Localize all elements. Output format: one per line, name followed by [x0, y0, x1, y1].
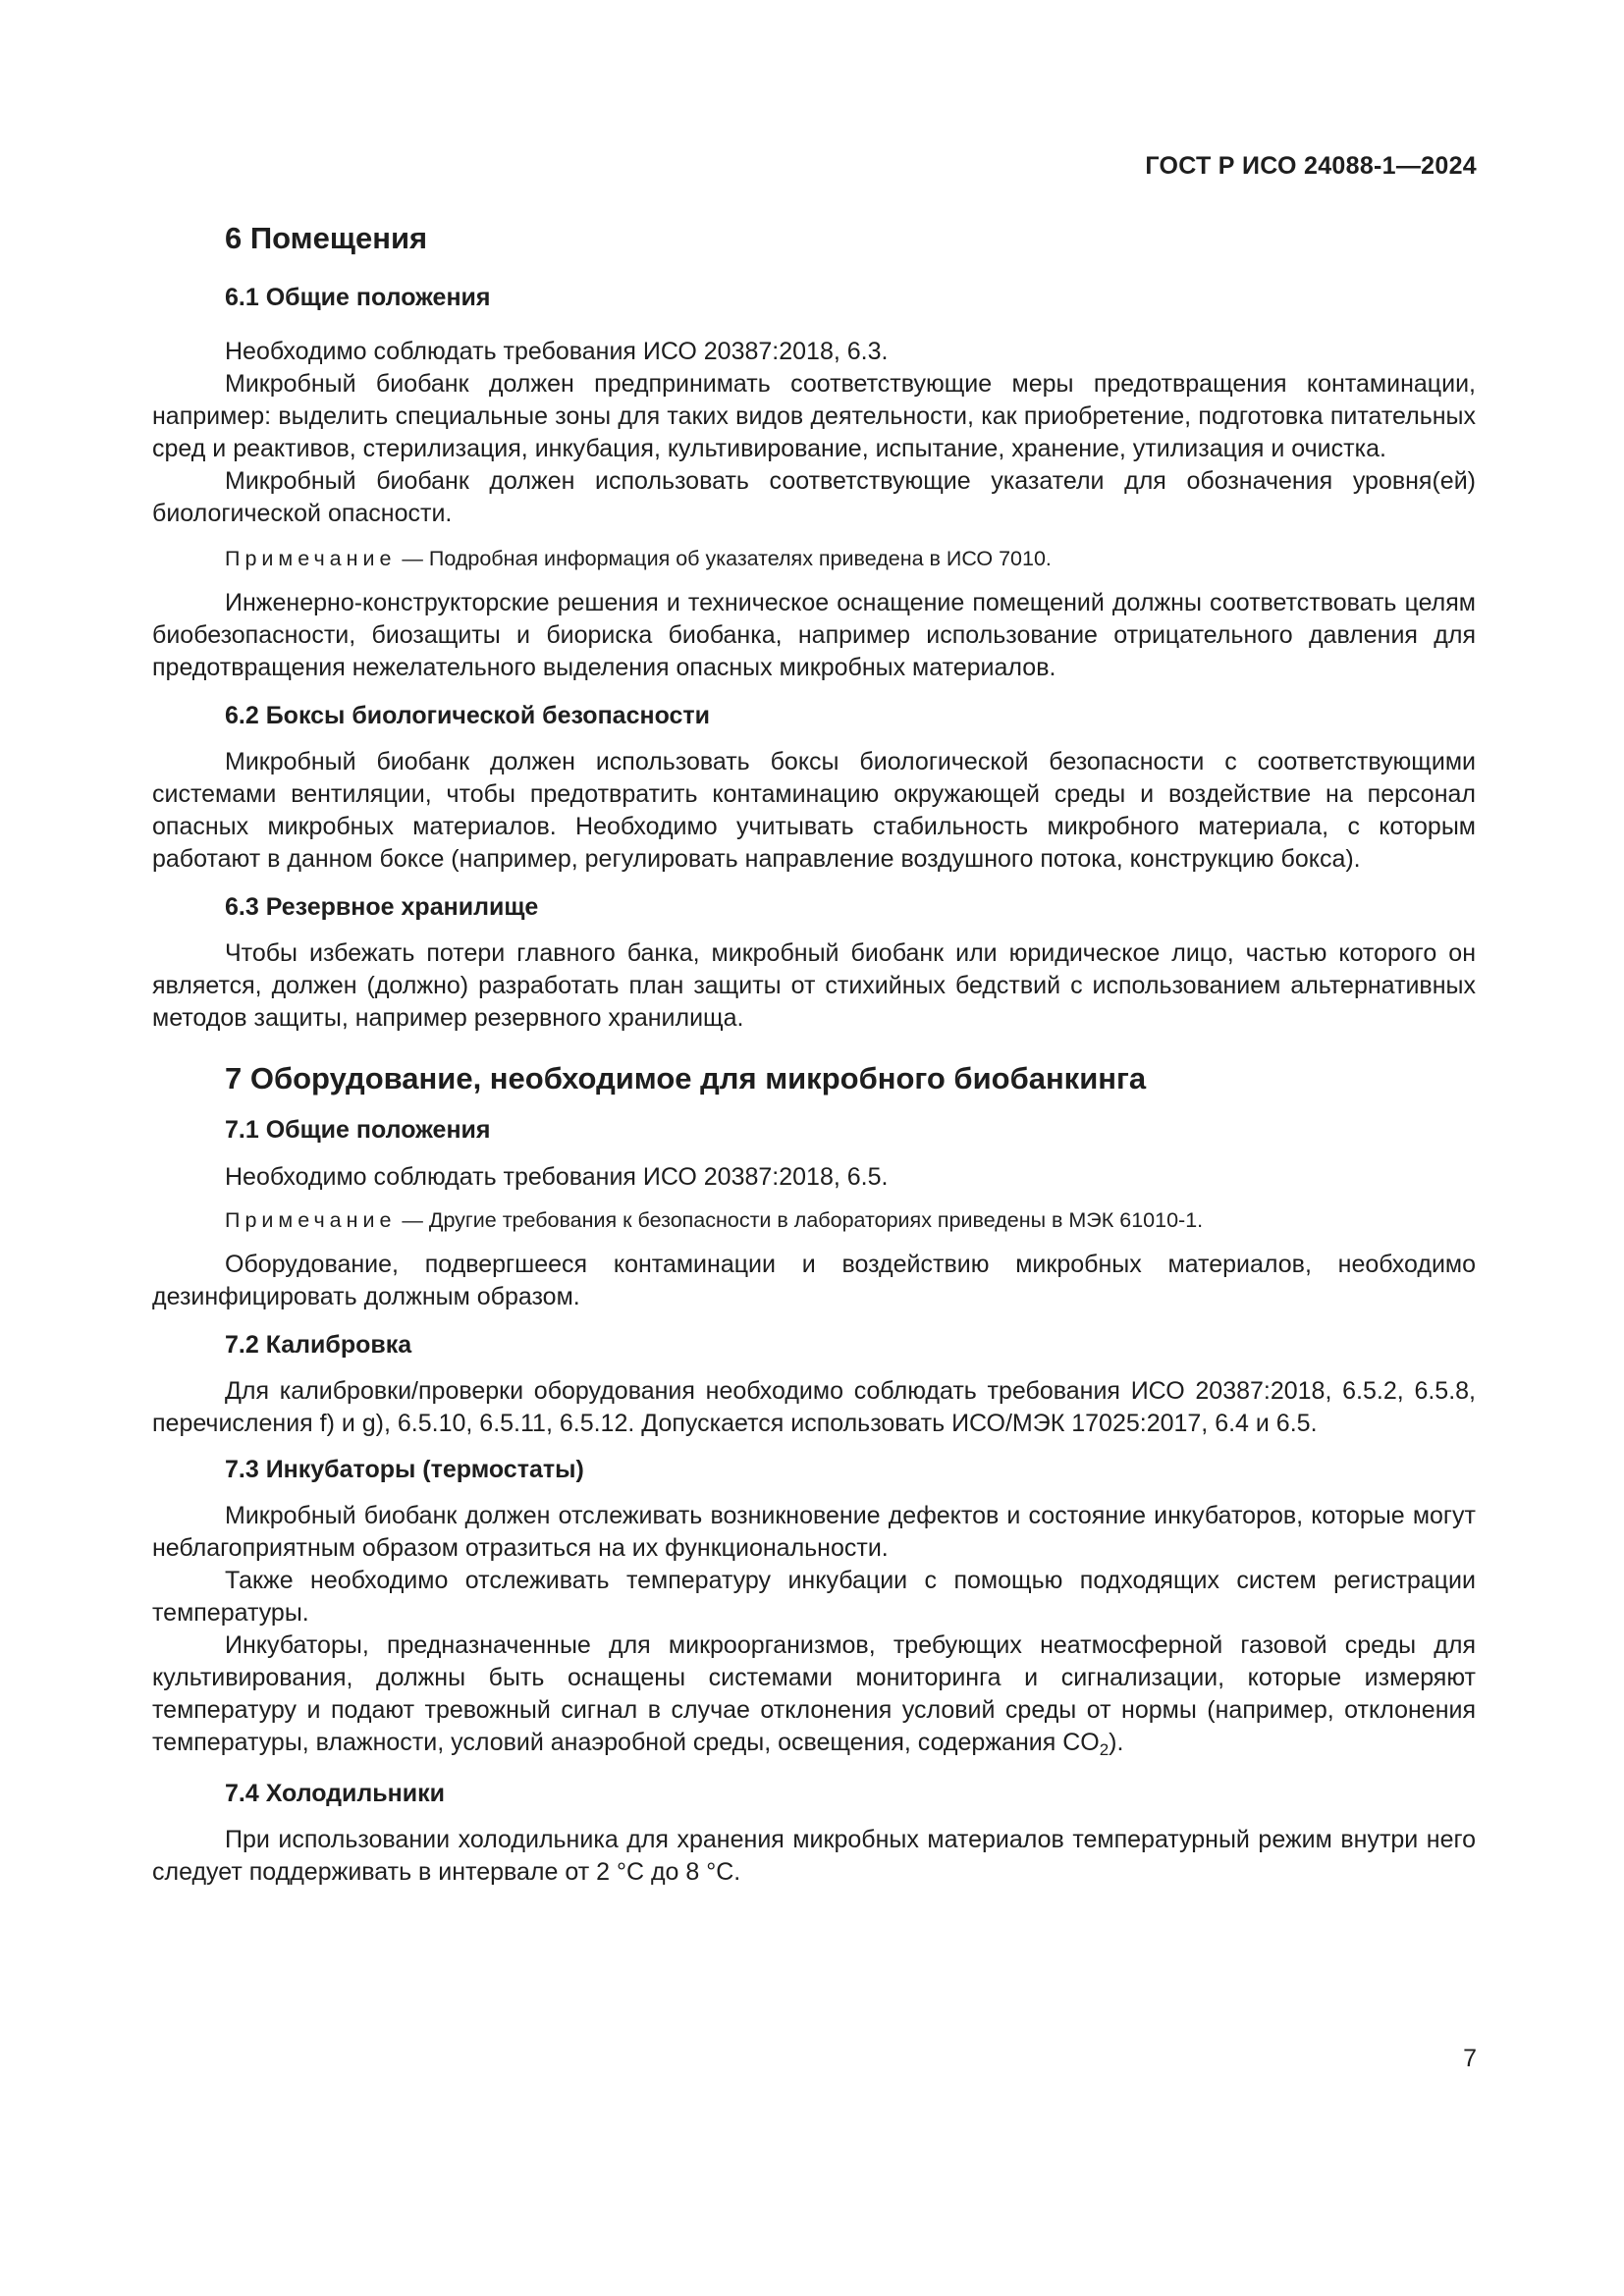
note-label: Примечание: [225, 547, 397, 570]
note-label: Примечание: [225, 1208, 397, 1232]
section-7-title: 7 Оборудование, необходимое для микробного биобанкинга: [225, 1061, 1147, 1095]
section-6-1-title: 6.1 Общие положения: [225, 284, 491, 311]
section-6-1-paragraph: Микробный биобанк должен использовать соответствующие указатели для обозначения уровня(ей) биологической опасности.: [152, 467, 1476, 527]
section-6-1-paragraph: Необходимо соблюдать требования ИСО 20387:2018, 6.3.: [225, 338, 889, 365]
section-6-title: 6 Помещения: [225, 221, 428, 255]
page-content: [152, 220, 1476, 1889]
section-7-1-title: 7.1 Общие положения: [225, 1116, 491, 1144]
section-7-2-title: 7.2 Калибровка: [225, 1331, 412, 1359]
document-code: ГОСТ Р ИСО 24088-1—2024: [1145, 152, 1477, 180]
section-7-3-paragraph: Микробный биобанк должен отслеживать возникновение дефектов и состояние инкубаторов, которые могут неблагоприятным образом отразиться на их функциональности.: [152, 1502, 1476, 1562]
section-7-4-paragraph: При использовании холодильника для хранения микробных материалов температурный режим внутри него следует поддерживать в интервале от 2 °C до 8 °C.: [152, 1826, 1476, 1886]
section-7-2-paragraph: Для калибровки/проверки оборудования необходимо соблюдать требования ИСО 20387:2018, 6.5.2, 6.5.8, перечисления f) и g), 6.5.10, 6.5.11, 6.5.12. Допускается использовать ИСО/МЭК 17025:2017, 6.4 и 6.5.: [152, 1377, 1476, 1437]
note-text: — Подробная информация об указателях приведена в ИСО 7010.: [396, 547, 1052, 570]
section-6-3-title: 6.3 Резервное хранилище: [225, 893, 539, 921]
section-6-2-paragraph: Микробный биобанк должен использовать боксы биологической безопасности с соответствующими системами вентиляции, чтобы предотвратить контаминацию окружающей среды и воздействие на персонал опасных микробных материалов. Необходимо учитывать стабильность микробного материала, с которым работают в данном боксе (например, регулировать направление воздушного потока, конструкцию бокса).: [152, 748, 1476, 873]
section-7-4-title: 7.4 Холодильники: [225, 1780, 446, 1807]
note-text: — Другие требования к безопасности в лабораториях приведены в МЭК 61010-1.: [396, 1208, 1204, 1232]
section-6-2-title: 6.2 Боксы биологической безопасности: [225, 702, 711, 729]
note: [152, 544, 1476, 573]
paragraph-text-end: ).: [1109, 1729, 1124, 1756]
section-7-1-paragraph: Необходимо соблюдать требования ИСО 20387:2018, 6.5.: [225, 1163, 889, 1191]
section-7-1-paragraph: Оборудование, подвергшееся контаминации и воздействию микробных материалов, необходимо дезинфицировать должным образом.: [152, 1251, 1476, 1310]
section-7-3-paragraph: Также необходимо отслеживать температуру инкубации с помощью подходящих систем регистрации температуры.: [152, 1567, 1476, 1627]
section-6-1-paragraph: Инженерно-конструкторские решения и техническое оснащение помещений должны соответствовать целям биобезопасности, биозащиты и биориска биобанка, например использование отрицательного давления для предотвращения нежелательного выделения опасных микробных материалов.: [152, 589, 1476, 681]
note: [152, 1205, 1476, 1235]
section-7-3-paragraph: [152, 1629, 1476, 1759]
paragraph-text: Инкубаторы, предназначенные для микроорганизмов, требующих неатмосферной газовой среды для культивирования, должны быть оснащены системами мониторинга и сигнализации, которые измеряют температуру и подают тревожный сигнал в случае отклонения условий среды от нормы (например, отклонения температуры, влажности, условий анаэробной среды, освещения, содержания CO: [152, 1631, 1476, 1756]
subscript: 2: [1099, 1740, 1110, 1759]
section-6-3-paragraph: Чтобы избежать потери главного банка, микробный биобанк или юридическое лицо, частью которого он является, должен (должно) разработать план защиты от стихийных бедствий с использованием альтернативных методов защиты, например резервного хранилища.: [152, 939, 1476, 1032]
section-7-3-title: 7.3 Инкубаторы (термостаты): [225, 1456, 584, 1483]
section-6-1-paragraph: Микробный биобанк должен предпринимать соответствующие меры предотвращения контаминации, например: выделить специальные зоны для таких видов деятельности, как приобретение, подготовка питательных сред и реактивов, стерилизация, инкубация, культивирование, испытание, хранение, утилизация и очистка.: [152, 370, 1476, 462]
page-number: 7: [1463, 2045, 1477, 2072]
